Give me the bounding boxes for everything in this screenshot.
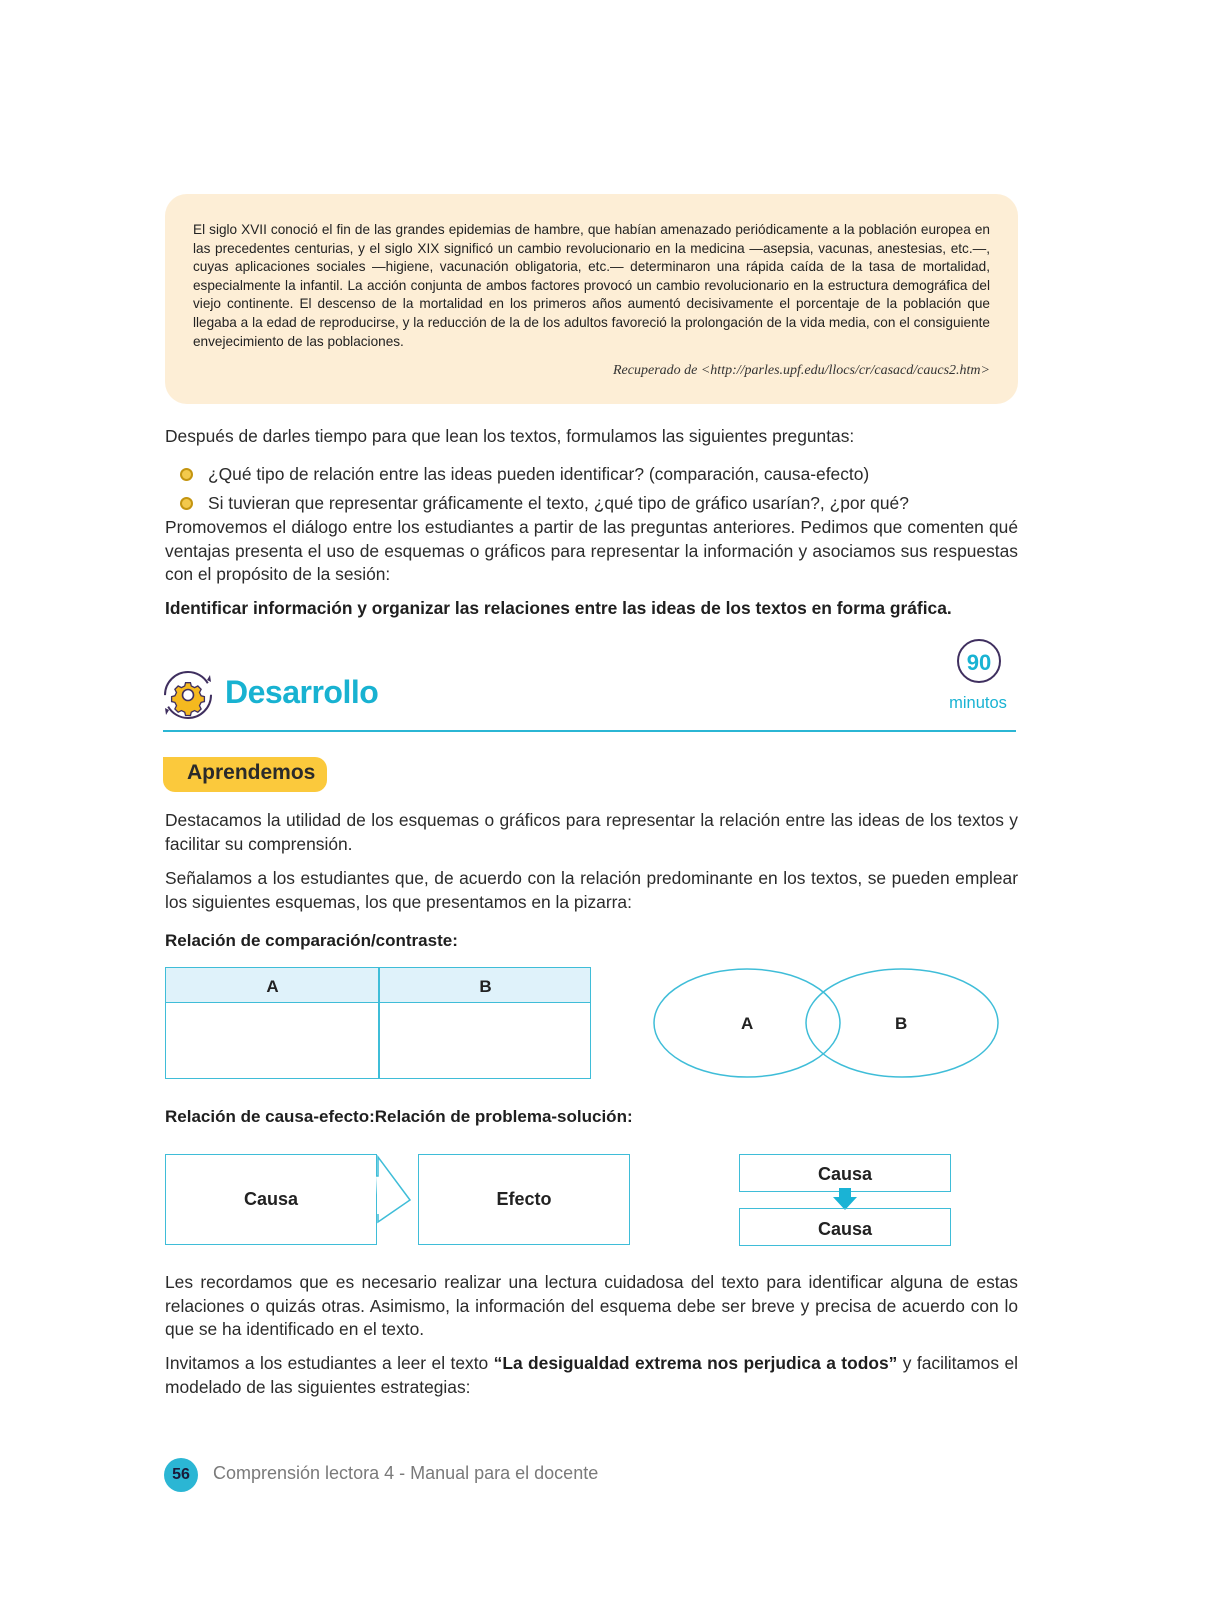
invite-text-end: y facilitamos el modelado de las siguientes estrategias: bbox=[165, 1353, 1018, 1397]
effect-box: Efecto bbox=[418, 1154, 630, 1245]
list-item bbox=[180, 460, 909, 489]
page-number: 56 bbox=[164, 1458, 198, 1492]
list-item bbox=[180, 489, 909, 518]
intro-paragraph: Después de darles tiempo para que lean los textos, formulamos las siguientes preguntas: bbox=[165, 426, 855, 446]
cause-effect-heading: Relación de causa-efecto:Relación de problema-solución: bbox=[165, 1107, 633, 1126]
bullet-icon bbox=[180, 468, 193, 481]
comparison-table bbox=[165, 967, 591, 1079]
question-list bbox=[180, 460, 909, 517]
learn-paragraph-2: Señalamos a los estudiantes que, de acuerdo con la relación predominante en los textos, se pueden emplear los siguientes esquemas, los que presentamos en la pizarra: bbox=[165, 868, 1018, 912]
bullet-icon bbox=[180, 497, 193, 510]
stack-bottom-box: Causa bbox=[739, 1208, 951, 1246]
question-text: Si tuvieran que representar gráficamente el texto, ¿qué tipo de gráfico usarían?, ¿por qué? bbox=[208, 492, 909, 513]
gear-icon bbox=[163, 670, 213, 720]
learn-paragraph-1: Destacamos la utilidad de los esquemas o gráficos para representar la relación entre las ideas de los textos y facilitar su comprensión. bbox=[165, 810, 1018, 854]
aprendemos-tab: Aprendemos bbox=[163, 757, 327, 792]
comparison-heading: Relación de comparación/contraste: bbox=[165, 931, 458, 950]
section-header bbox=[163, 668, 1016, 732]
quote-box bbox=[165, 194, 1018, 404]
text-title: “La desigualdad extrema nos perjudica a todos” bbox=[493, 1353, 898, 1373]
timer-badge bbox=[943, 637, 1013, 717]
quote-source: Recuperado de <http://parles.upf.edu/llocs/cr/casacd/caucs2.htm> bbox=[613, 363, 990, 379]
invite-text: Invitamos a los estudiantes a leer el texto bbox=[165, 1353, 494, 1373]
arrow-right-icon bbox=[375, 1154, 413, 1224]
purpose-statement: Identificar información y organizar las relaciones entre las ideas de los textos en forma gráfica. bbox=[165, 598, 952, 618]
section-divider bbox=[163, 730, 1016, 732]
invite-paragraph bbox=[165, 1352, 1018, 1399]
quote-text: El siglo XVII conoció el fin de las grandes epidemias de hambre, que habían amenazado periódicamente a la población europea en las precedentes centurias, y el siglo XIX significó un cambio revolucionario en la medicina —asepsia, vacunas, anestesias, etc.—, cuyas aplicaciones sociales —higiene, vacunación obligatoria, etc.— determinaron una rápida caída de la tasa de mortalidad, especialmente la infantil. La acción conjunta de ambos factores provocó un cambio revolucionario en la estructura demográfica del viejo continente. El descenso de la mortalidad en los primeros años aumentó decisivamente el porcentaje de la población que llegaba a la edad de reproducirse, y la reducción de la de los adultos favoreció la prolongación de la vida media, con el consiguiente envejecimiento de las poblaciones. bbox=[193, 222, 990, 349]
table-column-divider bbox=[378, 968, 380, 1078]
footer-title: Comprensión lectora 4 - Manual para el docente bbox=[213, 1463, 599, 1483]
dialogue-paragraph: Promovemos el diálogo entre los estudiantes a partir de las preguntas anteriores. Pedimos que comenten qué ventajas presenta el uso de esquemas o gráficos para representar la información y asociamos sus respuestas con el propósito de la sesión: bbox=[165, 517, 1018, 585]
venn-diagram bbox=[650, 966, 1002, 1080]
cause-box: Causa bbox=[165, 1154, 377, 1245]
timer-unit: minutos bbox=[949, 694, 1007, 712]
venn-label-a: A bbox=[741, 1014, 754, 1033]
section-title: Desarrollo bbox=[225, 674, 379, 710]
table-header-b: B bbox=[479, 977, 492, 996]
table-header-a: A bbox=[266, 977, 279, 996]
stack-top-box: Causa bbox=[739, 1154, 951, 1192]
reminder-paragraph: Les recordamos que es necesario realizar una lectura cuidadosa del texto para identificar alguna de estas relaciones o quizás otras. Asimismo, la información del esquema debe ser breve y precisa de acuerdo con lo que se ha identificado en el texto. bbox=[165, 1272, 1018, 1340]
venn-label-b: B bbox=[895, 1014, 908, 1033]
timer-value: 90 bbox=[966, 650, 992, 675]
question-text: ¿Qué tipo de relación entre las ideas pueden identificar? (comparación, causa-efecto) bbox=[208, 464, 870, 484]
